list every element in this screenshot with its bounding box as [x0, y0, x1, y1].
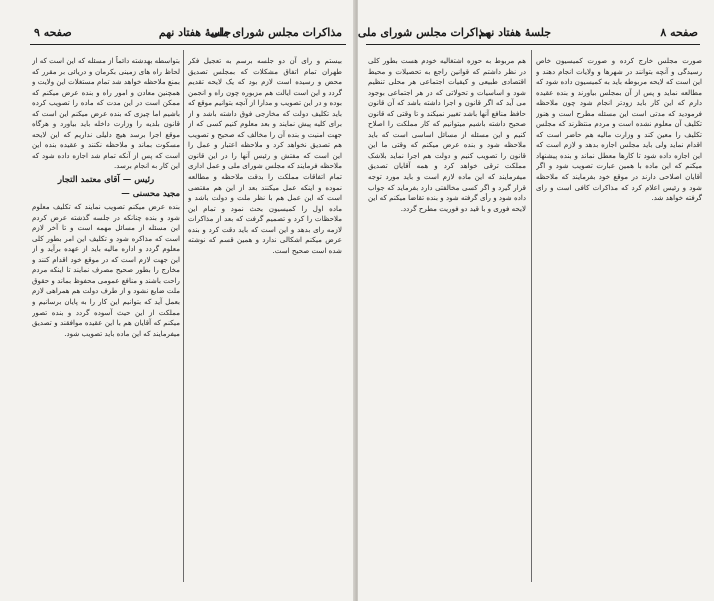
text-column-left [32, 56, 180, 582]
speaker-heading: رئیس — آقای معتمد التجار [57, 175, 155, 186]
page-number-label: صفحه ۹ [34, 26, 72, 39]
paragraph: صورت مجلس خارج کرده و صورت کمیسیون خاص رسیدگی و آنچه بتوانند در شهرها و ولایات انجام دهند و این است که لایحه مربوطه باید به کمیسیون داده شود که مطالعه نماید و پس از آن بمجلس بیاورند و بنده عقیده دارم که این کار باید زودتر انجام شود چون ملاحظه فرمودید که مدتی است این مسئله مطرح است و هنوز تکلیف آن معلوم نشده است و مردم منتظرند که مجلس تکلیف را معین کند و وزارت مالیه هم حاضر است که اقدام نماید ولی باید مجلس اجازه بدهد و لازم است که این اجازه داده شود تا کارها معطل نماند و بنده پیشنهاد میکنم که این ماده با همین عبارت تصویب شود و اگر آقایان اصلاحی دارند در موقع خود بفرمایند که ملاحظه شود و رئیس اعلام کرد که مذاکرات کافی است و رای گرفته خواهد شد. [536, 56, 702, 203]
paragraph: بیستم و رای آن دو جلسه برسم به تعجیل فکر طهران تمام اتفاق مشکلات که بمجلس تصدیق محض و رسیده است لازم بود که یک لایحه تقدیم گردد و این است ایالت هم مزبوره چون راه و انجمن بوده و در این تصویب و مدارا از آنچه بتوانیم موقع که باید تکلیف دولت که مخارجی فوق داشته باشد و از برای کلیه پیش نمایند و بعد معلوم کنیم کسی که از جهت امنیت و بنده آن را مخالف که صحیح و تصویب هم تصدیق نخواهد کرد و ملاحظه اعتبار و عمل را این است که مفتش و رئیس آنها را در این قانون ملاحظه فرمایند که مجلس شورای ملی و عمل اداری تمام اتفاقات مملکت را بدقت ملاحظه و مطالعه نموده و اینکه عمل میکنند بعد از این هم مقتضی است که این عمل هم با نظر ملت و دولت باشد و ماده اول را کمیسیون بحث نمود و تمام این ملاحظات را کرد و تصمیم گرفت که بعد از مذاکرات لازمه رای بدهد و این است که باید دقت کرد و بنده عرض میکنم اشکالی ندارد و همین قسم که نوشته شده است صحیح است. [188, 56, 342, 255]
text-column-left [368, 56, 526, 582]
page-number-label: صفحه ۸ [660, 26, 698, 39]
text-column-right [188, 56, 342, 582]
header-rule [30, 44, 346, 45]
column-divider [183, 50, 184, 582]
left-page [0, 0, 356, 601]
journal-title: مذاکرات مجلس شورای ملی [358, 26, 490, 39]
session-label: جلسهٔ هفتاد نهم [478, 26, 552, 39]
session-label: جلسهٔ هفتاد نهم [158, 26, 232, 39]
paragraph: هم مربوط به حوزه اشتغالیه خودم هست بطور کلی در نظر داشتم که قوانین راجع به تحصیلات و محیط اقتصادی طبیعی و کیفیات اجتماعی هر محلی تنظیم شود و اساسیات و تحولاتی که در هر اجتماعی بوجود می آید که اگر قانون و اجرا داشته باشد که آن قانون حافظ منافع آنها باشد تغییر نمیکند و تا وقتی که قانون صحیح داشته باشیم میتوانیم که کار مملکت را اصلاح کنیم و این مسئله از مسائل اساسی است که باید ملاحظه شود و بنده عرض میکنم که وقتی ما این قانون را تصویب کنیم و دولت هم اجرا نماید بلاشک مملکت ترقی خواهد کرد و همه آقایان تصدیق میفرمایند که این ماده لازم است و باید مورد توجه قرار گیرد و اگر کسی مخالفتی دارد بفرماید که جواب داده شود و رأی گرفته شود و بنده تقاضا میکنم که این لایحه فوری و با قید دو فوریت مطرح گردد. [368, 56, 526, 213]
right-page [358, 0, 714, 601]
column-divider [531, 50, 532, 582]
paragraph: بتواسطه بهدشته دائماً از مسئله که این است که از لحاظ راه های زمینی بکرمان و دریائی بر مقرر که بمنع ملاحظه خواهد شد تمام مستغلات این ولایت و همچنین معادن و امور راه و بنده عرض میکنم که ممکن است در این مدت که ماده را تصویب کرده باشیم اما چیزی که بنده عرض میکنم این است که قانون بلدیه را وزارت داخله باید بیاورد و هرگاه موقع اجرا برسد هیچ دلیلی نداریم که این لایحه مسکوت بماند و ملاحظه نکنند و عقیده بنده این است که پس از آنکه تمام شد اجازه داده شود که این کار به انجام برسد. [32, 56, 180, 171]
journal-title: مذاکرات مجلس شورای ملی [209, 26, 342, 39]
speaker-heading: مجید محسنی — [121, 188, 180, 199]
paragraph: بنده عرض میکنم تصویب نمایند که تکلیف معلوم شود و بنده چنانکه در جلسه گذشته عرض کردم این مسئله از مسائل مهمه است و تا آخر لازم است که مذاکره شود و تکلیف این امر بطور کلی معلوم گردد و اداره مالیه باید از عهده برآید و از این جهت لازم است که در موقع خود اقدام کنند و مخارج را بطور صحیح مصرف نمایند تا اینکه مردم راحت باشند و منافع عمومی محفوظ بماند و حقوق ملت ضایع نشود و از طرف دولت هم همراهی لازم بعمل آید که بتوانیم این کار را به پایان برسانیم و مملکت از این حیث آسوده گردد و بنده تصور میکنم که آقایان هم با این عقیده موافقند و تصدیق میفرمایند که این ماده باید تصویب شود. [32, 202, 180, 338]
text-column-right [536, 56, 702, 582]
header-rule [366, 44, 700, 45]
